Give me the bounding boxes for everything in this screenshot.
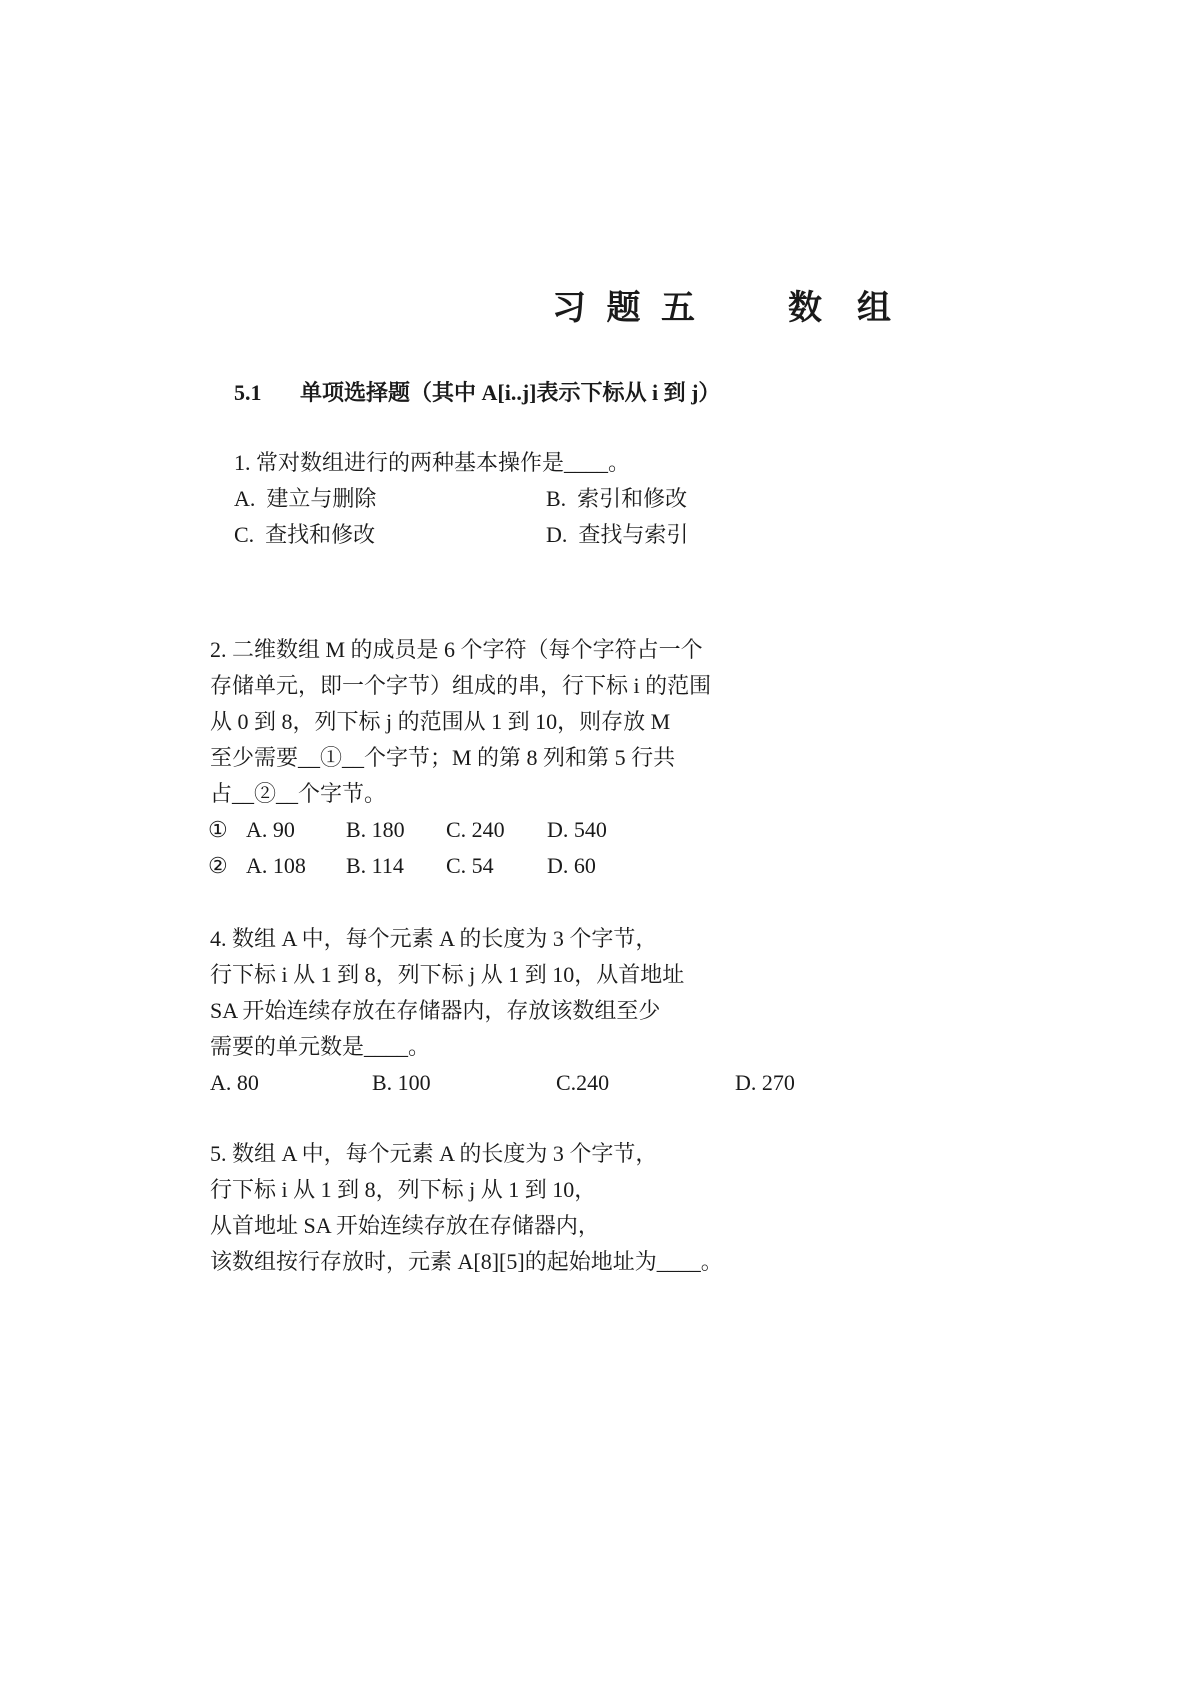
- question-1-option-c: C. 查找和修改: [234, 522, 376, 547]
- question-4-line-3: SA 开始连续存放在存储器内，存放该数组至少: [210, 998, 661, 1023]
- question-2-row-1-option-c: C. 240: [446, 817, 505, 842]
- question-4-option-c: C.240: [556, 1070, 610, 1095]
- question-5-line-2: 行下标 i 从 1 到 8，列下标 j 从 1 到 10，: [210, 1177, 597, 1202]
- question-1-option-a: A. 建立与删除: [234, 486, 377, 511]
- question-2-row-2-option-b: B. 114: [346, 853, 404, 878]
- question-2-row-2-option-c: C. 54: [446, 853, 494, 878]
- section-heading: [234, 376, 720, 407]
- question-2-row-2-option-a: A. 108: [246, 853, 306, 878]
- question-1-option-d: D. 查找与索引: [546, 522, 689, 547]
- question-1-stem: 1. 常对数组进行的两种基本操作是____。: [234, 450, 631, 475]
- question-2-line-5: 占__②__个字节。: [210, 781, 387, 806]
- section-title: 单项选择题（其中 A[i..j]表示下标从 i 到 j）: [300, 380, 721, 405]
- question-2-row-2-option-d: D. 60: [547, 853, 596, 878]
- question-2-row-2-marker: ②: [208, 853, 228, 878]
- question-2-row-1-option-b: B. 180: [346, 817, 405, 842]
- question-4-line-2: 行下标 i 从 1 到 8，列下标 j 从 1 到 10，从首地址: [210, 962, 685, 987]
- section-number: 5.1: [234, 380, 262, 405]
- question-4-line-1: 4. 数组 A 中，每个元素 A 的长度为 3 个字节，: [210, 926, 658, 951]
- question-4-option-a: A. 80: [210, 1070, 259, 1095]
- question-4-option-d: D. 270: [735, 1070, 795, 1095]
- question-4-option-b: B. 100: [372, 1070, 431, 1095]
- question-2-line-2: 存储单元，即一个字节）组成的串，行下标 i 的范围: [210, 673, 712, 698]
- page-title: 习 题 五 数 组: [552, 290, 897, 327]
- question-2-line-1: 2. 二维数组 M 的成员是 6 个字符（每个字符占一个: [210, 637, 703, 662]
- question-5-line-1: 5. 数组 A 中，每个元素 A 的长度为 3 个字节，: [210, 1141, 658, 1166]
- question-4-line-4: 需要的单元数是____。: [210, 1034, 431, 1059]
- question-5-line-3: 从首地址 SA 开始连续存放在存储器内，: [210, 1213, 600, 1238]
- question-2-row-1-option-d: D. 540: [547, 817, 607, 842]
- question-2-line-4: 至少需要__①__个字节；M 的第 8 列和第 5 行共: [210, 745, 676, 770]
- question-2-row-1-marker: ①: [208, 817, 228, 842]
- question-5-line-4: 该数组按行存放时，元素 A[8][5]的起始地址为____。: [210, 1249, 723, 1274]
- question-2-line-3: 从 0 到 8，列下标 j 的范围从 1 到 10，则存放 M: [210, 709, 671, 734]
- question-1-option-b: B. 索引和修改: [546, 486, 688, 511]
- question-2-row-1-option-a: A. 90: [246, 817, 295, 842]
